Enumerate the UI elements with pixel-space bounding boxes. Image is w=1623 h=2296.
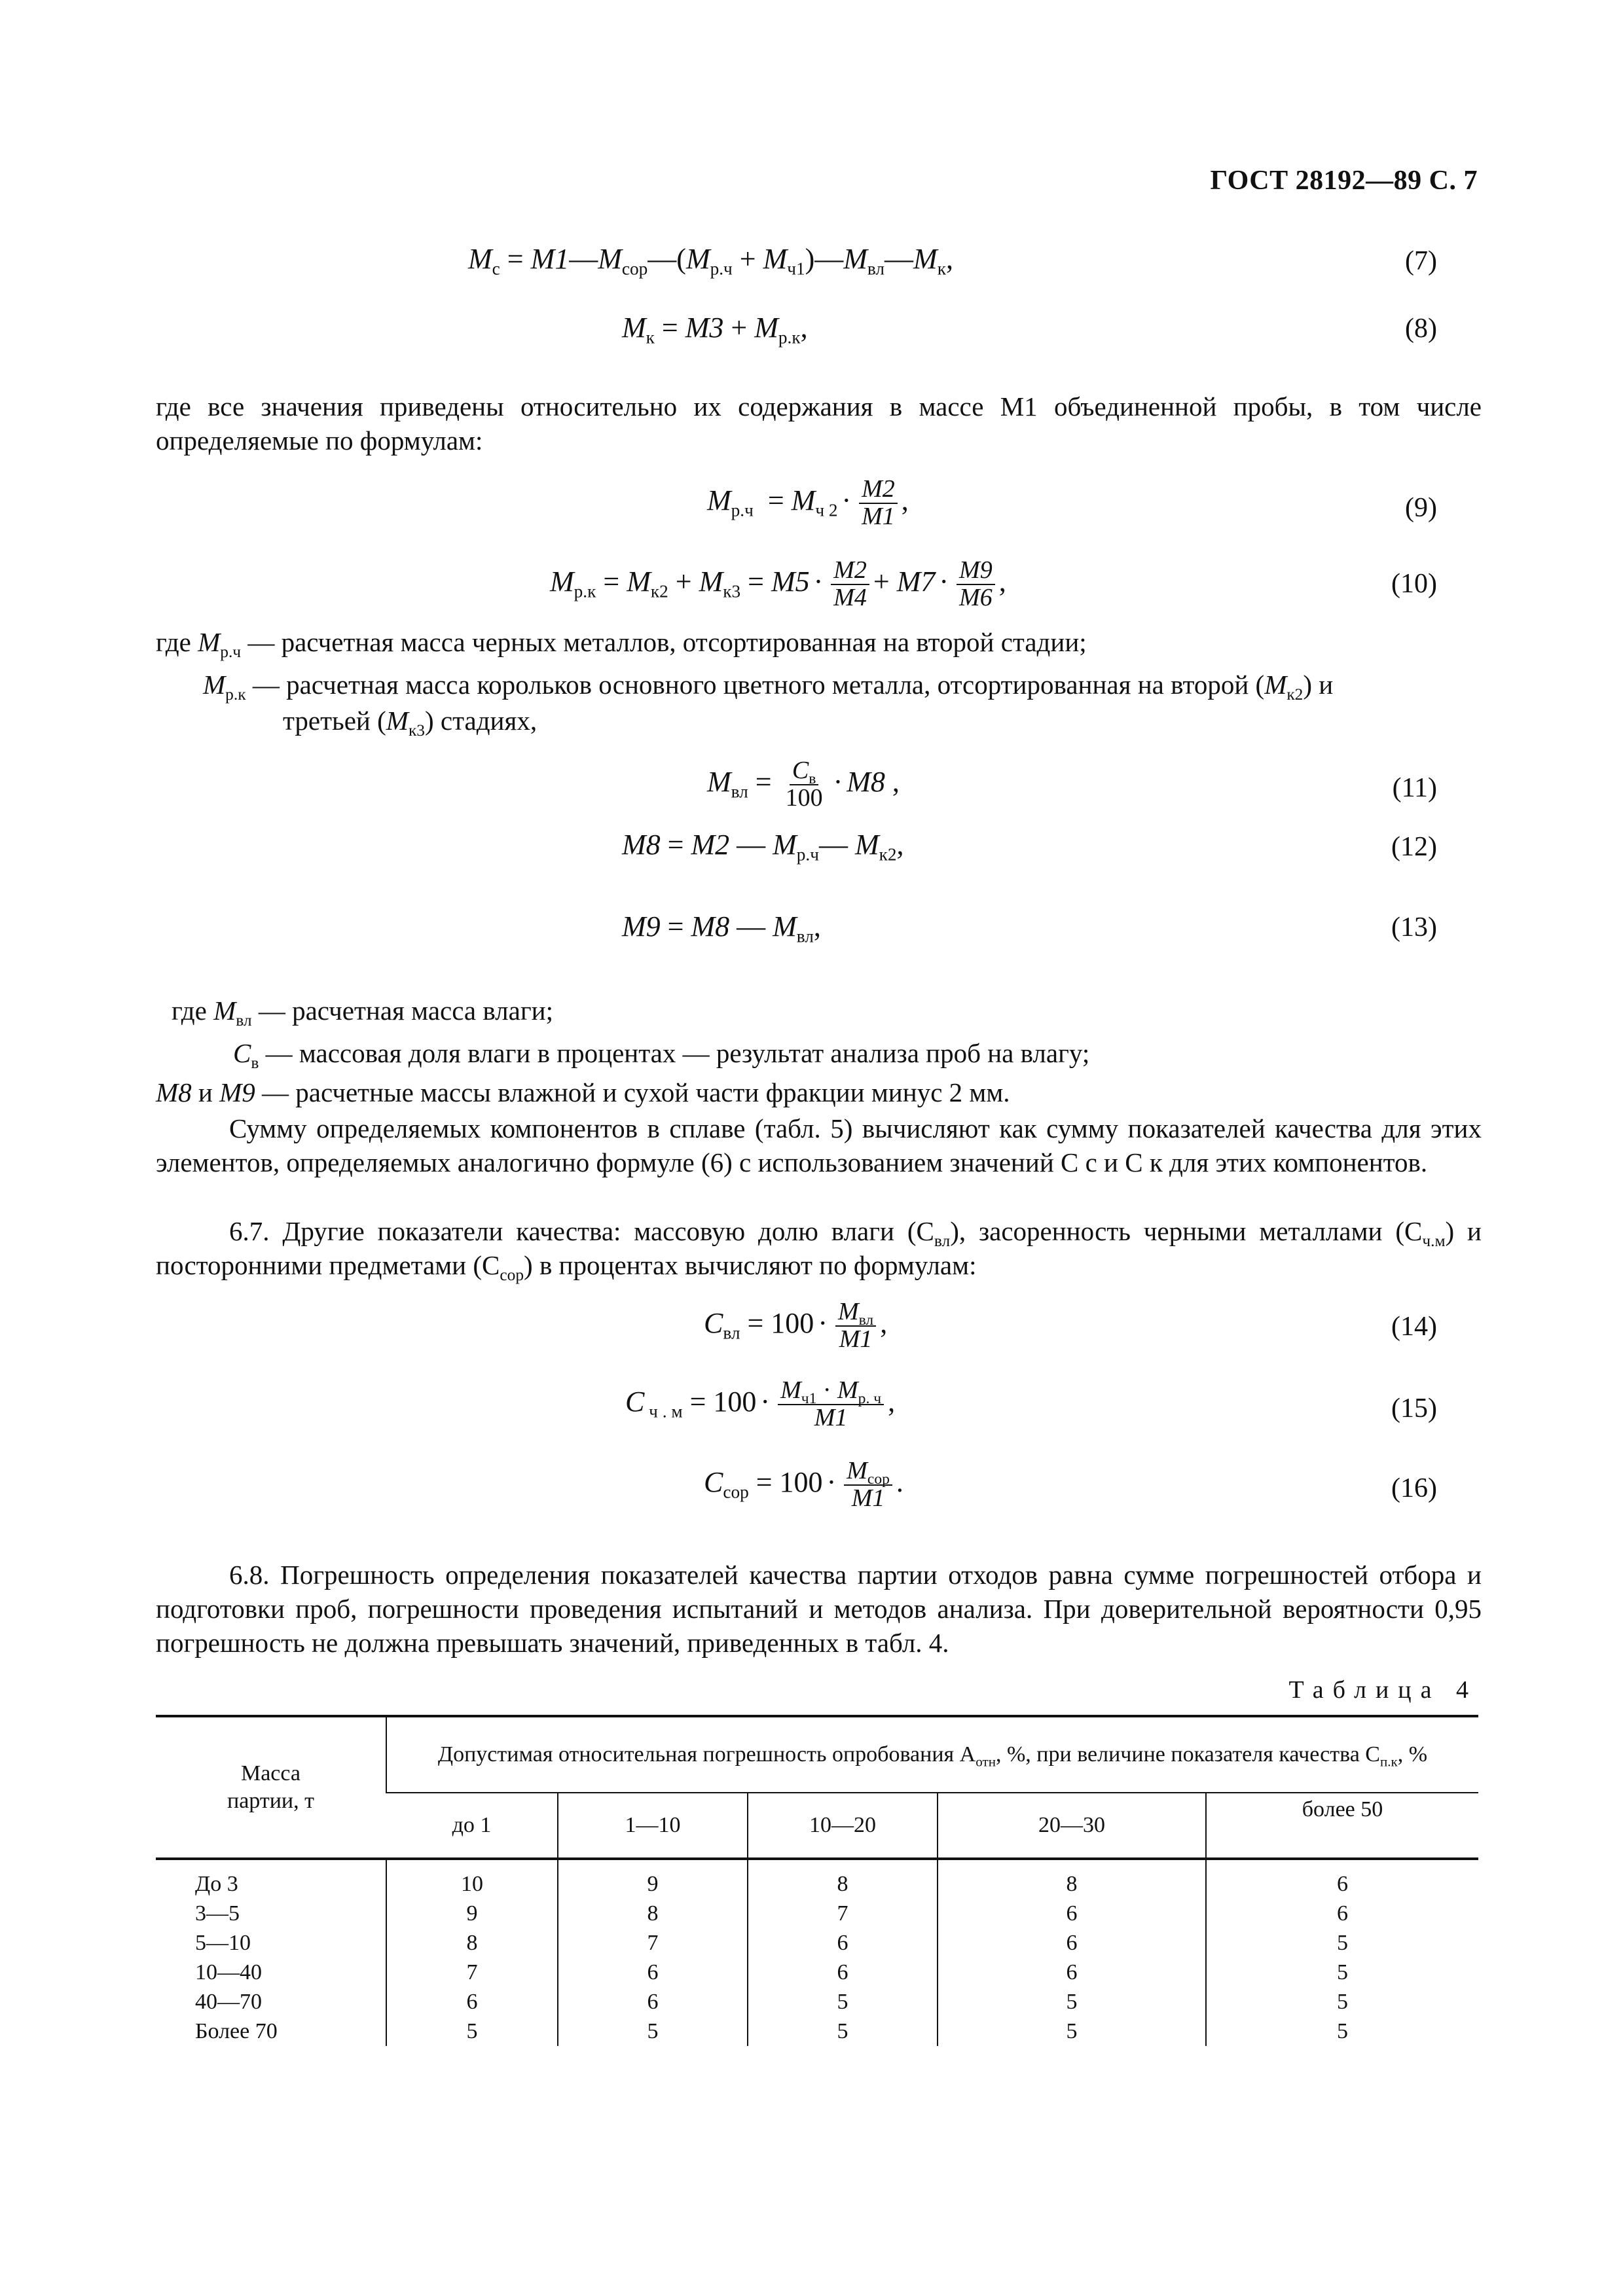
formula-7: $M_с$ = $M1—M_{сор}—(M_{р.ч}$ + $M_{ч1})—M_{вл}—M_к$,	[468, 243, 953, 279]
column-header: до 1	[386, 1793, 558, 1859]
table-cell: 9	[386, 1899, 558, 1928]
equation-number: (9)	[1405, 493, 1437, 523]
table-cell: 6	[938, 1928, 1206, 1958]
column-header-mass: Масса партии, т	[156, 1716, 386, 1859]
table-row	[156, 1928, 1478, 1958]
formula-9: $M_{р.ч} = M_{ч 2}$ · $\frac{M2}{M1}$ ,	[707, 475, 909, 530]
paragraph-sum: Сумму определяемых компонентов в сплаве (табл. 5) вычисляют как сумму показателей качества для этих элементов, определяемых аналогично формуле (6) с использованием значений C с и C к для этих компонентов.	[156, 1113, 1482, 1177]
table-cell: 6	[748, 1928, 938, 1958]
formula-10: $M_{р.к} = M_{к2} + M_{к3} = M5$ · $\frac{M2}{M4}$ + M7 · $\frac{M9}{M6}$ ,	[550, 556, 1006, 611]
definition-text: ) и	[1303, 670, 1334, 700]
table-row	[156, 1987, 1478, 2017]
header-text: , %	[1397, 1742, 1428, 1767]
formula-11: $M_{вл}$ = $\frac{C_в}{100}$ · M8 ,	[707, 757, 900, 812]
definition-mrk-cont: третьей $(M_{к3})$ стадиях,	[283, 706, 538, 740]
definition-text: — массовая доля влаги в процентах — результат анализа проб на влагу;	[265, 1038, 1090, 1068]
where-word: где	[172, 996, 207, 1026]
definition-text: третьей (	[283, 706, 386, 736]
table-cell: 7	[386, 1958, 558, 1987]
formula-8: $M_к = M3 + M_{р.к}$,	[622, 312, 808, 348]
paragraph-text: ) в процентах вычисляют по формулам:	[524, 1250, 977, 1280]
table-cell: 5	[1206, 1928, 1478, 1958]
paragraph-6-7: 6.7. Другие показатели качества: массовую долю влаги $(C_{вл})$, засоренность черными металлами $(C_{ч.м})$ и посторонними предметами $(C_{сор})$ в процентах вычисляют по формулам:	[156, 1216, 1482, 1284]
equation-number: (7)	[1405, 246, 1437, 276]
definition-text: — расчетная масса влаги;	[258, 996, 553, 1026]
paragraph-6-8: 6.8. Погрешность определения показателей качества партии отходов равна сумме погрешностей отбора и подготовки проб, погрешности проведения испытаний и методов анализа. При доверительной вероятности 0,95 погрешность не должна превышать значений, приведенных в табл. 4.	[156, 1560, 1482, 1658]
row-label: Более 70	[195, 2019, 278, 2043]
equation-number: (11)	[1392, 773, 1437, 803]
definition-text: ) стадиях,	[424, 706, 538, 736]
table-cell: 8	[558, 1899, 748, 1928]
table-cell: 6	[386, 1987, 558, 2017]
equation-number: (14)	[1391, 1312, 1437, 1342]
table-cell: 5	[748, 2017, 938, 2046]
column-header: 10—20	[748, 1793, 938, 1859]
definition-mrk: $M_{р.к}$ — расчетная масса корольков основного цветного металла, отсортированная на второй $(M_{к2})$ и	[203, 670, 1334, 704]
row-label: 40—70	[195, 1990, 262, 2014]
row-label: До 3	[195, 1872, 238, 1896]
table-cell: 8	[938, 1859, 1206, 1899]
table-row	[156, 1899, 1478, 1928]
table-cell: 6	[938, 1899, 1206, 1928]
column-header: 1—10	[558, 1793, 748, 1859]
header-sub: отн	[976, 1753, 996, 1770]
table-caption: Таблица 4	[1288, 1676, 1478, 1704]
equation-number: (12)	[1391, 832, 1437, 862]
equation-number: (10)	[1391, 569, 1437, 599]
table-cell: 6	[558, 1987, 748, 2017]
formula-16: $C_{сор} = 100$ · $\frac{M_{сор}}{M1}$ .	[704, 1457, 903, 1512]
table-row	[156, 1958, 1478, 1987]
header-text: , %, при величине показателя качества C	[995, 1742, 1380, 1767]
table-cell: 8	[748, 1859, 938, 1899]
equation-number: (16)	[1391, 1473, 1437, 1503]
table-cell: 6	[938, 1958, 1206, 1987]
definition-text: — расчетная масса черных металлов, отсортированная на второй стадии;	[247, 627, 1087, 657]
column-header: более 50	[1206, 1793, 1478, 1859]
paragraph-text: 6.7. Другие показатели качества: массовую долю влаги (C	[229, 1216, 934, 1246]
table-cell: 8	[386, 1928, 558, 1958]
table-row	[156, 1859, 1478, 1899]
table-cell: 6	[748, 1958, 938, 1987]
formula-15: C $_{ч . м}$ = 100 · $\frac{M_{ч1} \cdot M_{р. ч}}{M1}$ ,	[625, 1376, 896, 1431]
column-header: 20—30	[938, 1793, 1206, 1859]
header-text: Допустимая относительная погрешность опробования A	[437, 1742, 976, 1767]
group-header	[386, 1716, 1478, 1793]
row-label: 5—10	[195, 1931, 251, 1955]
table-cell: 5	[1206, 2017, 1478, 2046]
table-cell: 10	[386, 1859, 558, 1899]
table-cell: 5	[938, 2017, 1206, 2046]
page-header: ГОСТ 28192—89 С. 7	[1210, 166, 1478, 196]
row-label: 3—5	[195, 1901, 240, 1926]
error-table	[156, 1715, 1478, 2046]
table-cell: 5	[386, 2017, 558, 2046]
table-cell: 6	[1206, 1899, 1478, 1928]
formula-14: $C_{вл} = 100$ · $\frac{M_{вл}}{M1}$ ,	[704, 1298, 888, 1353]
paragraph-text: ) и посторонними предметами (C	[156, 1216, 1482, 1280]
table-cell: 5	[1206, 1987, 1478, 2017]
table-cell: 5	[938, 1987, 1206, 2017]
definition-mrch: где $M_{р.ч}$ — расчетная масса черных металлов, отсортированная на второй стадии;	[156, 627, 1087, 661]
table-cell: 5	[1206, 1958, 1478, 1987]
where-word: где	[156, 627, 191, 657]
definition-text: — расчетные массы влажной и сухой части фракции минус 2 мм.	[262, 1077, 1010, 1107]
formula-13: M9 = M8 — $M_{вл}$,	[622, 910, 821, 946]
paragraph-where-all: где все значения приведены относительно их содержания в массе M1 объединенной пробы, в том числе определяемые по формулам:	[156, 391, 1482, 456]
table-cell: 6	[558, 1958, 748, 1987]
table-cell: 7	[558, 1928, 748, 1958]
table-cell: 6	[1206, 1859, 1478, 1899]
table-cell: 5	[748, 1987, 938, 2017]
definition-m8-m9: M8 и M9 — расчетные массы влажной и сухой части фракции минус 2 мм.	[156, 1077, 1010, 1107]
equation-number: (15)	[1391, 1393, 1437, 1424]
definition-mvl: где $M_{вл}$ — расчетная масса влаги;	[172, 996, 553, 1030]
table-cell: 9	[558, 1859, 748, 1899]
paragraph-text: ), засоренность черными металлами (C	[950, 1216, 1423, 1246]
definition-cv: $C_в$ — массовая доля влаги в процентах — результат анализа проб на влагу;	[233, 1038, 1090, 1072]
definition-text: — расчетная масса корольков основного цветного металла, отсортированная на второй (	[252, 670, 1265, 700]
table-cell: 7	[748, 1899, 938, 1928]
row-label: 10—40	[195, 1960, 262, 1984]
equation-number: (13)	[1391, 912, 1437, 942]
formula-12: M8 = M2 — $M_{р.ч}—$ $M_{к2}$,	[622, 829, 904, 865]
table-row	[156, 2017, 1478, 2046]
table-cell: 5	[558, 2017, 748, 2046]
equation-number: (8)	[1405, 314, 1437, 344]
header-sub: п.к	[1379, 1753, 1398, 1770]
